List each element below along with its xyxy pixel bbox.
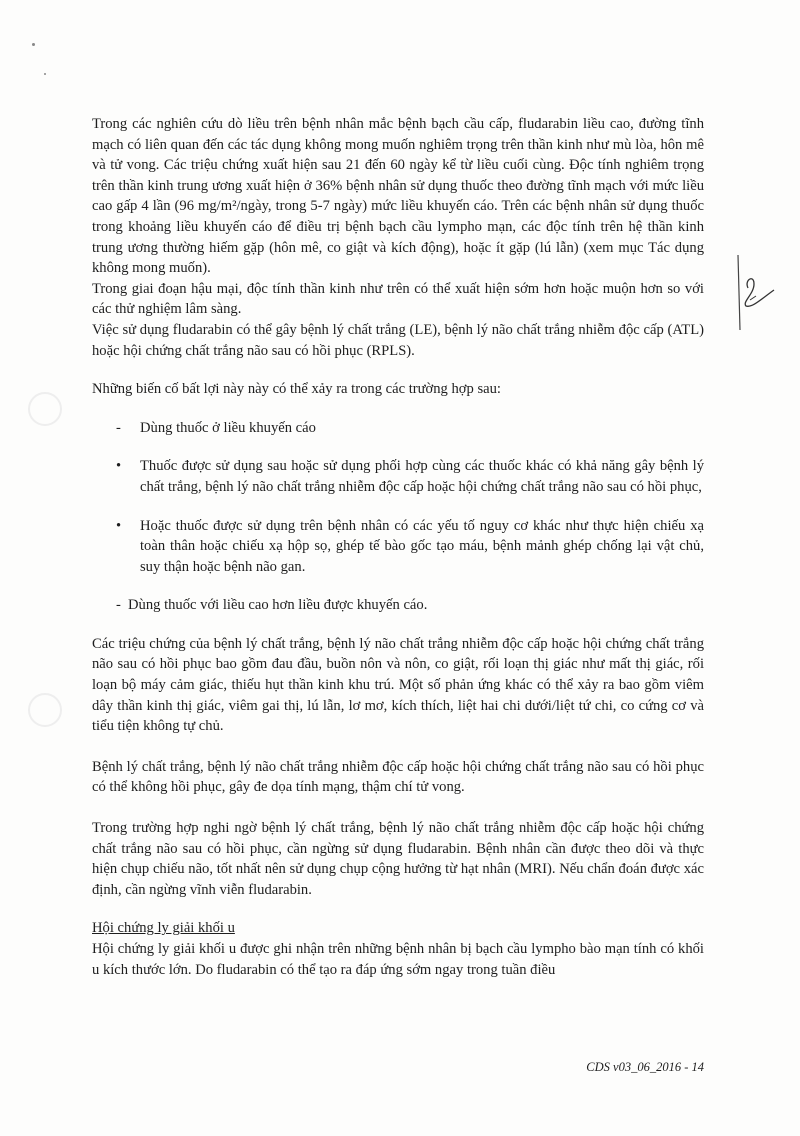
list-item: [92, 456, 704, 497]
list-item: [92, 516, 704, 578]
list-item-text: Dùng thuốc với liều cao hơn liều được khuyến cáo.: [128, 597, 428, 614]
punch-hole-mark: [28, 693, 62, 727]
paragraph-symptoms: Các triệu chứng của bệnh lý chất trắng, bệnh lý não chất trắng nhiễm độc cấp hoặc hội chứng chất trắng não sau có hồi phục bao gồm đau đầu, buồn nôn và nôn, co giật, rối loạn thị giác như mất thị giác, rối loạn bộ máy cảm giác, thiếu hụt thần kinh khu trú. Một số phản ứng khác có thể xảy ra bao gồm viêm dây thần kinh thị giác, viêm gai thị, lú lẫn, lơ mơ, kích thích, liệt hai chi dưới/liệt tứ chi, co cứng cơ và tiểu tiện không tự chủ.: [92, 635, 704, 735]
section-heading-tumor-lysis: Hội chứng ly giải khối u: [92, 920, 235, 937]
paragraph-postmarketing: Trong giai đoạn hậu mại, độc tính thần kinh như trên có thể xuất hiện sớm hơn hoặc muộn hơn so với các thử nghiệm lâm sàng.: [92, 280, 704, 318]
page-footer-code: CDS v03_06_2016 - 14: [586, 1060, 704, 1074]
scan-dot: [32, 43, 35, 46]
risk-conditions-list: [92, 418, 704, 616]
scan-dot: [44, 73, 46, 75]
list-item-text: Dùng thuốc ở liều khuyến cáo: [140, 419, 316, 436]
paragraph-irreversibility: Bệnh lý chất trắng, bệnh lý não chất trắng nhiễm độc cấp hoặc hội chứng chất trắng não sau có hồi phục có thể không hồi phục, gây đe dọa tính mạng, thậm chí tử vong.: [92, 758, 704, 796]
list-marker: •: [116, 458, 122, 475]
paragraph-neurotoxicity: Trong các nghiên cứu dò liều trên bệnh nhân mắc bệnh bạch cầu cấp, fludarabin liều cao, đường tĩnh mạch có liên quan đến các tác dụng không mong muốn nghiêm trọng trên thần kinh như mù lòa, hôn mê và tử vong. Các triệu chứng xuất hiện sau 21 đến 60 ngày kể từ liều cuối cùng. Độc tính nghiêm trọng trên thần kinh trung ương xuất hiện ở 36% bệnh nhân sử dụng thuốc theo đường tĩnh mạch với mức liều cao gấp 4 lần (96 mg/m²/ngày, trong 5-7 ngày) mức liều khuyến cáo. Trên các bệnh nhân sử dụng thuốc trong khoảng liều khuyến cáo để điều trị bệnh bạch cầu lympho mạn, các độc tính trên hệ thần kinh trung ương thường hiếm gặp (hôn mê, co giật và kích động), hoặc ít gặp (lú lẫn) (xem mục Tác dụng không mong muốn).: [92, 116, 704, 277]
handwritten-initial-mark: [730, 250, 780, 340]
paragraph-adverse-events-intro: Những biến cố bất lợi này này có thể xảy ra trong các trường hợp sau:: [92, 381, 501, 398]
punch-hole-mark: [28, 392, 62, 426]
paragraph-leukoencephalopathy: Việc sử dụng fludarabin có thể gây bệnh lý chất trắng (LE), bệnh lý não chất trắng nhiễm độc cấp (ATL) hoặc hội chứng chất trắng não sau có hồi phục (RPLS).: [92, 321, 704, 359]
list-marker: -: [116, 597, 121, 614]
paragraph-tumor-lysis: Hội chứng ly giải khối u được ghi nhận trên những bệnh nhân bị bạch cầu lympho bào mạn tính có khối u kích thước lớn. Do fludarabin có thể tạo ra đáp ứng sớm ngay trong tuần điều: [92, 941, 704, 978]
document-body: [92, 114, 704, 980]
list-item-text: Hoặc thuốc được sử dụng trên bệnh nhân có các yếu tố nguy cơ khác như thực hiện chiếu xạ toàn thân hoặc chiếu xạ hộp sọ, ghép tế bào gốc tạo máu, bệnh mảnh ghép chống lại vật chủ, suy thận hoặc bệnh não gan.: [140, 517, 704, 575]
list-item-text: Thuốc được sử dụng sau hoặc sử dụng phối hợp cùng các thuốc khác có khả năng gây bệnh lý chất trắng, bệnh lý não chất trắng nhiễm độc cấp hoặc hội chứng chất trắng não sau có hồi phục,: [140, 458, 704, 495]
list-marker: •: [116, 517, 122, 534]
list-item: [92, 595, 704, 616]
list-marker: -: [116, 419, 121, 436]
list-item: [92, 418, 704, 439]
paragraph-management: Trong trường hợp nghi ngờ bệnh lý chất trắng, bệnh lý não chất trắng nhiễm độc cấp hoặc hội chứng chất trắng não sau có hồi phục, cần ngừng sử dụng fludarabin. Bệnh nhân cần được theo dõi và thực hiện chụp chiếu não, tốt nhất nên sử dụng chụp cộng hưởng từ hạt nhân (MRI). Nếu chẩn đoán được xác định, cần ngừng vĩnh viễn fludarabin.: [92, 820, 704, 898]
